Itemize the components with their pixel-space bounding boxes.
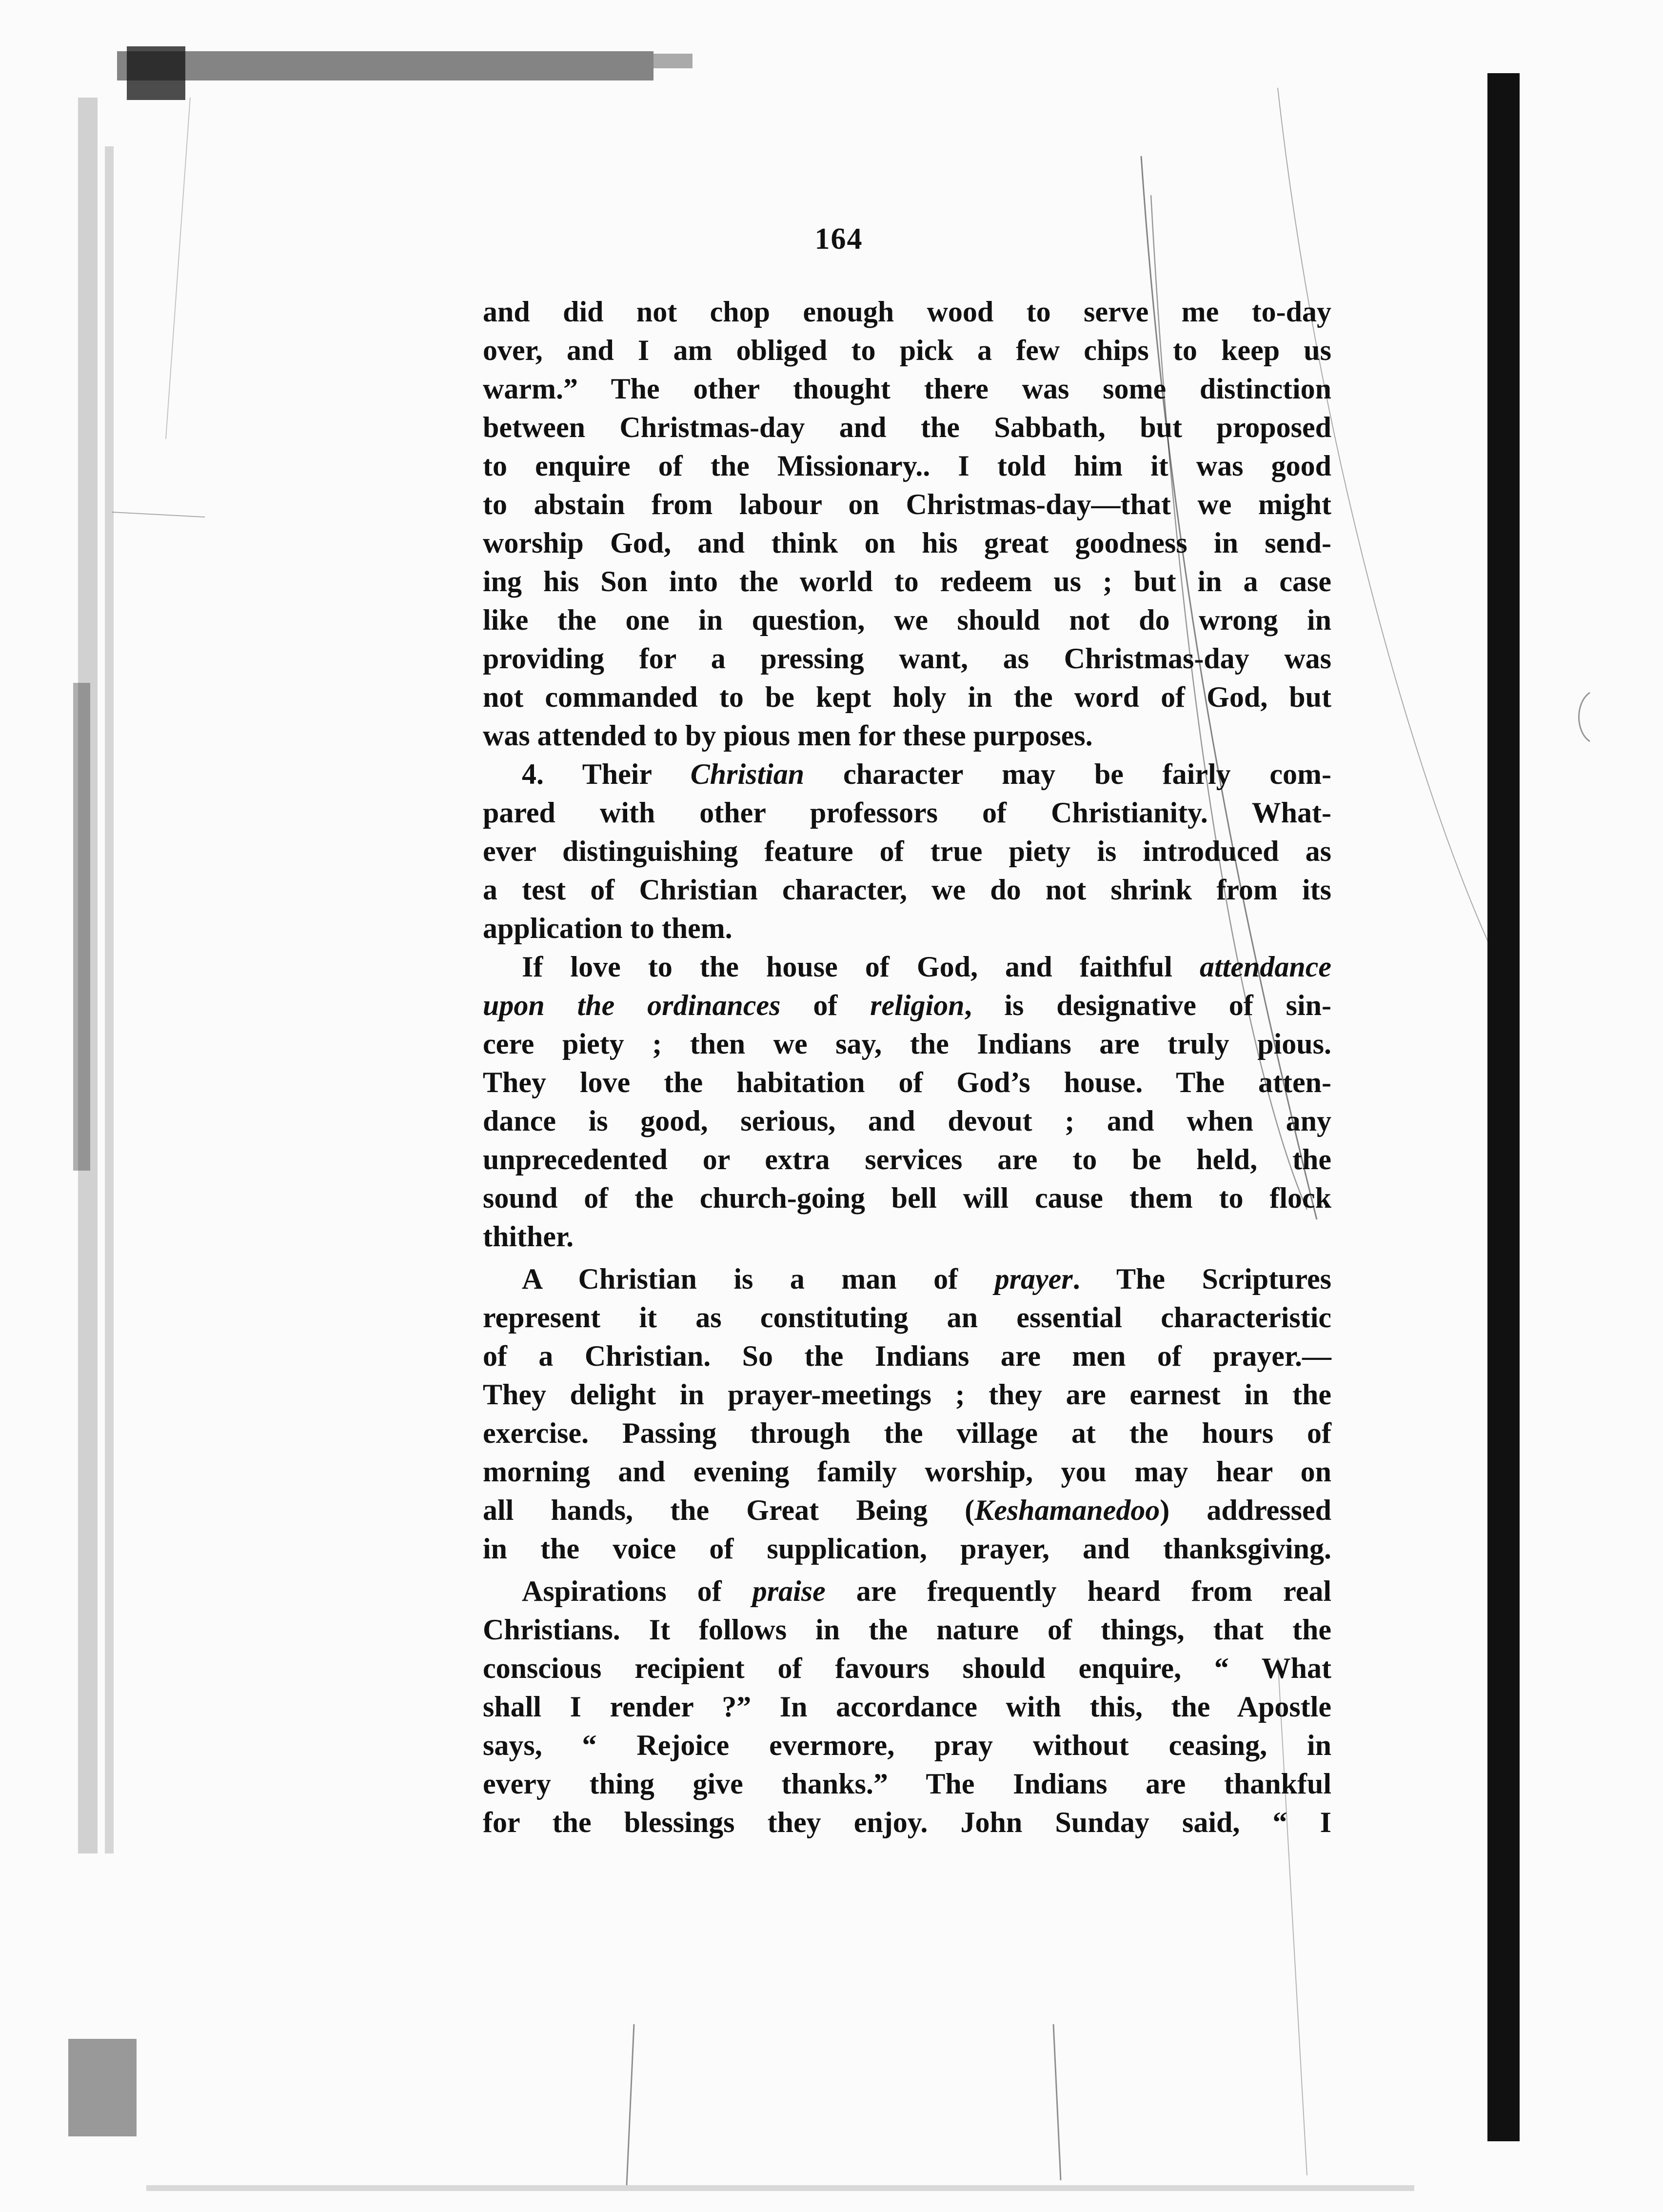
text-run: A Christian is a man of — [522, 1263, 995, 1295]
italic-run: Keshamanedoo — [974, 1494, 1160, 1526]
text-line — [483, 1572, 1331, 1611]
text-run: ) addressed — [1160, 1494, 1331, 1526]
text-line — [483, 293, 1331, 331]
text-run: ever distinguishing feature of true piety is introduced as — [483, 835, 1331, 867]
text-line — [483, 717, 1331, 755]
text-line — [483, 1765, 1331, 1803]
text-line — [483, 1453, 1331, 1491]
text-run: a test of Christian character, we do not shrink from its — [483, 874, 1331, 906]
text-run: application to them. — [483, 912, 733, 944]
text-line — [483, 1337, 1331, 1375]
text-run: like the one in question, we should not do wrong in — [483, 604, 1331, 636]
text-line — [483, 832, 1331, 871]
text-run: in the voice of supplication, prayer, and thanksgiving. — [483, 1533, 1331, 1565]
text-line — [483, 794, 1331, 832]
text-run: over, and I am obliged to pick a few chips to keep us — [483, 334, 1331, 366]
text-run: to enquire of the Missionary.. I told him it was good — [483, 450, 1331, 482]
text-run: unprecedented or extra services are to be held, the — [483, 1143, 1331, 1176]
text-run: between Christmas-day and the Sabbath, but proposed — [483, 411, 1331, 443]
text-line — [483, 1414, 1331, 1453]
text-line — [483, 1611, 1331, 1649]
text-line — [483, 1375, 1331, 1414]
text-run: . The Scriptures — [1072, 1263, 1331, 1295]
text-run: sound of the church-going bell will cause them to flock — [483, 1182, 1331, 1214]
italic-run: Christian — [690, 758, 805, 790]
text-run: all hands, the Great Being ( — [483, 1494, 975, 1526]
text-line — [483, 1140, 1331, 1179]
text-run: Aspirations of — [522, 1575, 752, 1607]
text-run: character may be fairly com- — [804, 758, 1331, 790]
text-run: dance is good, serious, and devout ; and when any — [483, 1105, 1331, 1137]
text-line — [483, 601, 1331, 639]
text-line — [483, 678, 1331, 717]
text-run: 4. Their — [522, 758, 691, 790]
text-line — [483, 1803, 1331, 1842]
text-run: pared with other professors of Christianity. What- — [483, 797, 1331, 829]
text-run: worship God, and think on his great goodness in send- — [483, 527, 1331, 559]
text-run: every thing give thanks.” The Indians are thankful — [483, 1768, 1331, 1800]
text-line — [483, 524, 1331, 562]
text-line — [483, 1688, 1331, 1726]
text-line — [483, 408, 1331, 447]
text-line — [483, 485, 1331, 524]
text-run: says, “ Rejoice evermore, pray without ceasing, in — [483, 1729, 1331, 1761]
italic-run: religion — [870, 989, 965, 1021]
text-line — [483, 639, 1331, 678]
text-run: ing his Son into the world to redeem us ; but in a case — [483, 565, 1331, 598]
text-line — [483, 447, 1331, 485]
body-text — [483, 293, 1331, 1842]
text-run: providing for a pressing want, as Christmas-day was — [483, 642, 1331, 675]
text-line — [483, 1102, 1331, 1140]
text-line — [483, 1217, 1331, 1256]
text-line — [483, 909, 1331, 948]
text-run: to abstain from labour on Christmas-day—that we might — [483, 488, 1331, 520]
text-line — [483, 1179, 1331, 1217]
italic-run: attendance — [1200, 951, 1331, 983]
text-line — [483, 562, 1331, 601]
text-run: exercise. Passing through the village at the hours of — [483, 1417, 1331, 1449]
text-line — [483, 871, 1331, 909]
text-line — [483, 1025, 1331, 1063]
text-run: for the blessings they enjoy. John Sunday said, “ I — [483, 1806, 1331, 1838]
text-line — [483, 370, 1331, 408]
text-run: of a Christian. So the Indians are men of prayer.— — [483, 1340, 1331, 1372]
text-line — [483, 331, 1331, 370]
text-run: cere piety ; then we say, the Indians are truly pious. — [483, 1028, 1331, 1060]
text-line — [483, 1063, 1331, 1102]
text-line — [483, 1298, 1331, 1337]
text-run: If love to the house of God, and faithful — [522, 951, 1200, 983]
text-line — [483, 1649, 1331, 1688]
italic-run: praise — [752, 1575, 826, 1607]
text-run: Christians. It follows in the nature of things, that the — [483, 1614, 1331, 1646]
text-run: shall I render ?” In accordance with this, the Apostle — [483, 1691, 1331, 1723]
text-run: warm.” The other thought there was some distinction — [483, 373, 1331, 405]
italic-run: upon the ordinances — [483, 989, 781, 1021]
text-line — [483, 948, 1331, 986]
text-line — [483, 755, 1331, 794]
text-run: They delight in prayer-meetings ; they are earnest in the — [483, 1378, 1331, 1411]
text-run: thither. — [483, 1220, 574, 1253]
text-line — [483, 1726, 1331, 1765]
text-run: and did not chop enough wood to serve me to-day — [483, 296, 1331, 328]
text-run: was attended to by pious men for these purposes. — [483, 719, 1093, 752]
text-line — [483, 1491, 1331, 1530]
text-run: represent it as constituting an essential characteristic — [483, 1301, 1331, 1334]
text-run: are frequently heard from real — [825, 1575, 1331, 1607]
text-run: , is designative of sin- — [964, 989, 1331, 1021]
page-number: 164 — [814, 222, 863, 256]
text-run: not commanded to be kept holy in the word of God, but — [483, 681, 1331, 713]
scan-edge-shadow — [1487, 73, 1520, 2141]
text-run: morning and evening family worship, you may hear on — [483, 1455, 1331, 1488]
text-run: They love the habitation of God’s house. The atten- — [483, 1066, 1331, 1098]
text-line — [483, 986, 1331, 1025]
text-line — [483, 1530, 1331, 1568]
text-run: conscious recipient of favours should enquire, “ What — [483, 1652, 1331, 1684]
text-line — [483, 1260, 1331, 1298]
text-run: of — [780, 989, 871, 1021]
italic-run: prayer — [994, 1263, 1073, 1295]
